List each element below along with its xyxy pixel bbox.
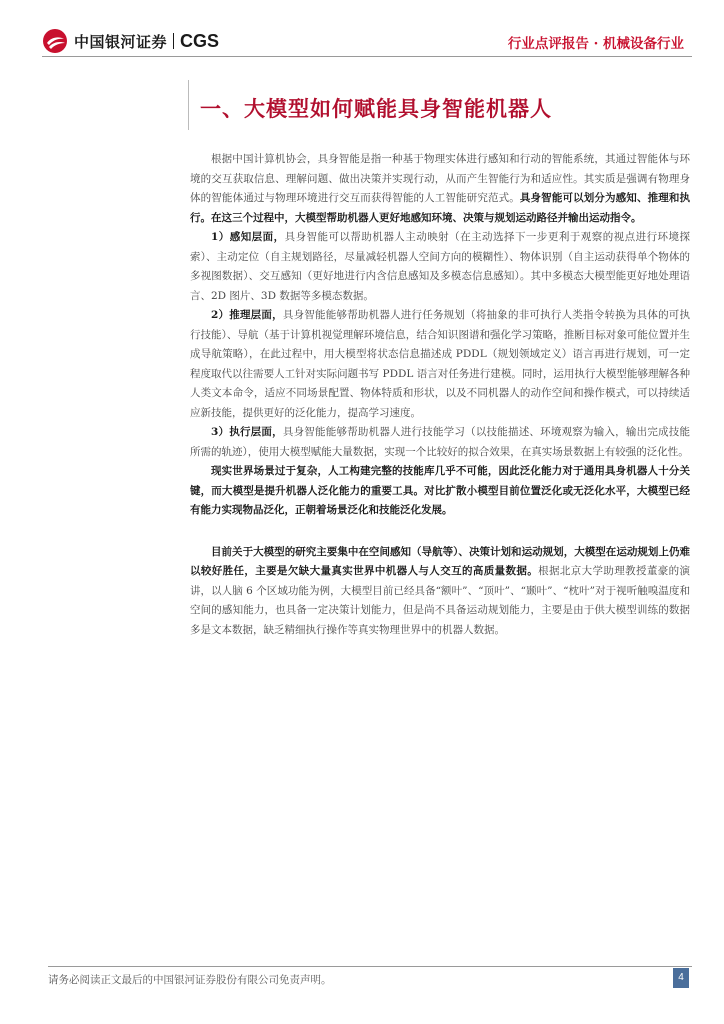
- brand-divider: [173, 33, 174, 49]
- footer-divider: [48, 966, 692, 967]
- paragraph-intro: [190, 150, 690, 228]
- footer-disclaimer: 请务必阅读正文最后的中国银河证券股份有限公司免责声明。: [48, 974, 332, 986]
- paragraph-text: 具身智能能够帮助机器人进行技能学习（以技能描述、环境观察为输入，输出完成技能所需的轨迹），使用大模型赋能大量数据，实现一个比较好的拟合效果，在真实场景数据上有较强的泛化性。: [190, 426, 691, 458]
- paragraph-text: 具身智能能够帮助机器人进行任务规划（将抽象的非可执行人类指令转换为具体的可执行技能）、导航（基于计算机视觉理解环境信息，结合知识图谱和强化学习策略，推断目标对象可能位置并生成导航策略），在此过程中，用大模型将状态信息描述成 PDDL（规划领域定义）语言再进行规划，可一定程度取代以往需要人工针对实际问题书写 PDDL 语言对任务进行建模。同时，运用执行大模型能够理解各种人类文本命令，适应不同场景配置、物体特质和形状，以及不同机器人的动作空间和操作模式，可以持续适应新技能，提供更好的泛化能力，提高学习速度。: [190, 309, 691, 419]
- section-title-block: [0, 80, 724, 130]
- brand-logo: [42, 28, 219, 54]
- paragraph-text: 具身智能可以帮助机器人主动映射（在主动选择下一步更利于观察的视点进行环境探索）、主动定位（自主规划路径，尽量减轻机器人空间方向的模糊性）、物体识别（自主运动获得单个物体的多视图数据）、交互感知（更好地进行内含信息感知及多模态信息感知）。其中多模态大模型能更好地处理语言、2D 图片、3D 数据等多模态数据。: [190, 231, 690, 302]
- page-header: [0, 0, 724, 80]
- paragraph-execution: [190, 423, 690, 462]
- body-content: [190, 150, 690, 640]
- cgs-logo-icon: [42, 28, 68, 54]
- page-number: 4: [673, 968, 689, 988]
- paragraph-bold: 现实世界场景过于复杂，人工构建完整的技能库几乎不可能，因此泛化能力对于通用具身机器人十分关键，而大模型是提升机器人泛化能力的重要工具。对比扩散小模型目前位置泛化或无泛化水平，大模型已经有能力实现物品泛化，正朝着场景泛化和技能泛化发展。: [190, 465, 690, 516]
- paragraph-text: 根据中国计算机协会，具身智能是指一种基于物理实体进行感知和行动的智能系统，其通过智能体与环境的交互获取信息、理解问题、做出决策并实现行动，从而产生智能行为和适应性。其实质是强调有物理身体的智能体通过与物理环境进行交互而获得智能的人工智能研究范式。: [190, 153, 690, 204]
- brand-name-en: CGS: [180, 30, 220, 51]
- paragraph-bold: 3）执行层面，: [211, 426, 283, 438]
- paragraph-perception: [190, 228, 690, 306]
- section-title: 一、大模型如何赋能具身智能机器人: [200, 97, 552, 121]
- paragraph-text: 根据北京大学助理教授董豪的演讲，以人脑 6 个区域功能为例，大模型目前已经具备“额叶”、“顶叶”、“颞叶”、“枕叶”对于视听触嗅温度和空间的感知能力，也具备一定决策计划能力，但是尚不具备运动规划能力，主要是由于供大模型训练的数据多是文本数据，缺乏精细执行操作等真实物理世界中的机器人数据。: [190, 565, 691, 636]
- title-vertical-rule: [188, 80, 189, 130]
- paragraph-reasoning: [190, 306, 690, 423]
- paragraph-research: [190, 543, 690, 641]
- header-divider: [42, 56, 692, 57]
- brand-name-cn: 中国银河证券: [74, 32, 168, 51]
- paragraph-generalization: [190, 462, 690, 521]
- report-type-label: 行业点评报告 · 机械设备行业: [507, 36, 684, 52]
- paragraph-bold: 1）感知层面，: [211, 231, 285, 243]
- paragraph-bold: 目前关于大模型的研究主要集中在空间感知（导航等）、决策计划和运动规划，大模型在运动规划上仍难以较好胜任，主要是欠缺大量真实世界中机器人与人交互的高质量数据。: [190, 545, 690, 577]
- paragraph-bold: 具身智能可以划分为感知、推理和执行。在这三个过程中，大模型帮助机器人更好地感知环境、决策与规划运动路径并输出运动指令。: [190, 192, 691, 224]
- paragraph-bold: 2）推理层面，: [211, 309, 283, 321]
